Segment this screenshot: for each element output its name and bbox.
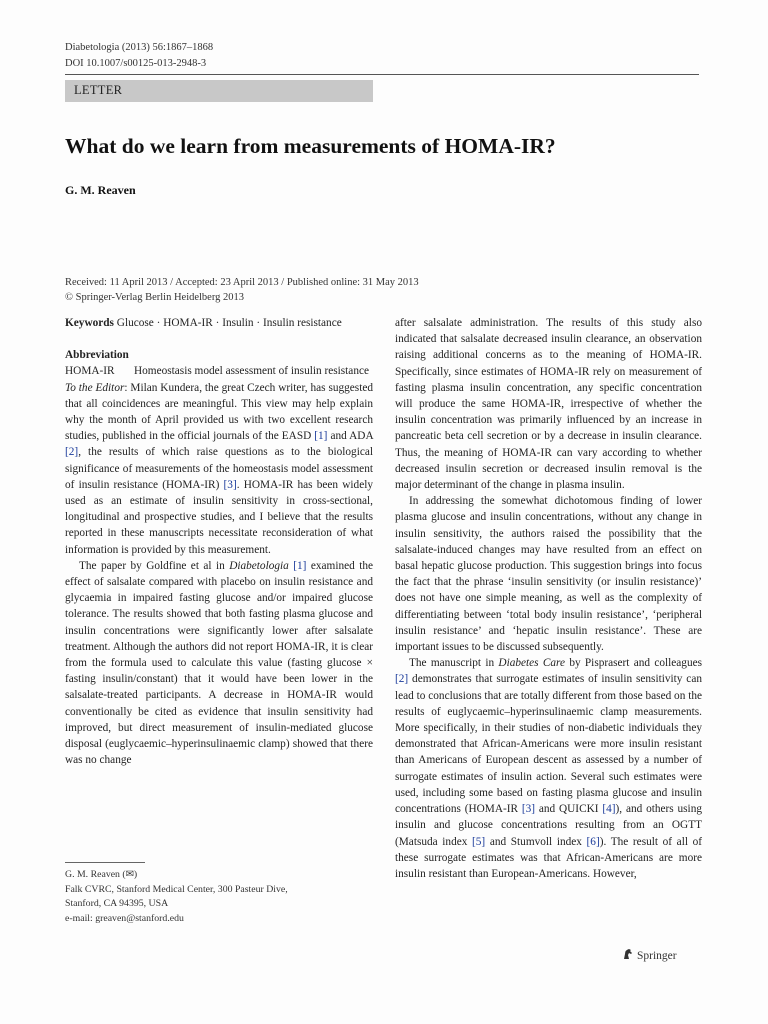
paragraph-text: , the results of which raise questions as to the biological significance of measurements of the homeostasis model assessment of insulin resistance (HOMA-IR) xyxy=(65,446,373,491)
paragraph-text: demonstrates that surrogate estimates of insulin sensitivity can lead to conclusions that are totally different from those based on the results of euglycaemic–hyperinsulinaemic clamp measurements. More specifically, in their studies of non-diabetic individuals they demonstrated that African-Americans were more insulin resistant than Americans of European descent as assessed by a number of surrogate estimates of insulin action. Several such estimates were used, including some based on fasting plasma glucose and insulin concentrations (HOMA-IR xyxy=(395,673,702,816)
footnote-divider xyxy=(65,862,145,863)
copyright-line: © Springer-Verlag Berlin Heidelberg 2013 xyxy=(65,292,245,303)
right-column xyxy=(395,315,702,882)
citation-link[interactable]: [2] xyxy=(395,673,409,686)
citation-link[interactable]: [6] xyxy=(586,835,600,848)
author-name: G. M. Reaven xyxy=(65,183,136,197)
header-divider xyxy=(65,74,699,75)
corresponding-author: G. M. Reaven (✉) xyxy=(65,869,138,880)
paragraph-2 xyxy=(65,558,373,769)
citation-link[interactable]: [3] xyxy=(521,803,536,816)
citation-link[interactable]: [1] xyxy=(293,559,307,572)
citation-link[interactable]: [5] xyxy=(472,835,486,848)
paragraph-3: after salsalate administration. The results of this study also indicated that salsalate decreased insulin clearance, an observation raising additional concerns as to the meaning of HOMA-IR. Specifically, since estimates of HOMA-IR rely on measurement of fasting plasma insulin concentration, any specific concentration will produce the same HOMA-IR, irrespective of whether the insulin concentration was primarily influenced by an increase in pancreatic beta cell secretion or by a decrease in insulin clearance. Thus, the meaning of HOMA-IR can vary according to whether decreased insulin secretion or decreased insulin removal is the major determinant of the change in plasma insulin. xyxy=(395,317,702,492)
paragraph-text: ). The result of all of these surrogate estimates was that African-Americans are more insulin resistant than European-Americans. However, xyxy=(395,835,703,880)
publication-dates xyxy=(65,275,419,305)
abbreviation-row xyxy=(65,363,373,379)
paragraph-text: : Milan Kundera, the great Czech writer, has suggested that all coincidences are meaningful. This view may help explain why the month of April provided us with two excellent research studies, published in the official journals of the EASD xyxy=(65,381,373,443)
paragraph-text: examined the effect of salsalate compared with placebo on insulin resistance and glycaemia in impaired fasting glucose and/or impaired glucose tolerance. The results showed that both fasting plasma glucose and insulin concentrations were significantly lower after salsalate treatment. Although the authors did not report HOMA-IR, it is clear from the formula used to calculate this value (fasting glucose × fasting insulin/constant) that it would have been lower in the salsalate-treated participants. A decrease in HOMA-IR would conventionally be cited as evidence that insulin sensitivity had improved, but direct measurement of insulin-mediated glucose disposal (euglycaemic–hyperinsulinaemic clamp) showed that there was no change xyxy=(65,559,374,767)
citation-link[interactable]: [3] xyxy=(223,478,237,491)
doi: DOI 10.1007/s00125-013-2948-3 xyxy=(65,58,207,69)
paragraph-text: by Pisprasert and colleagues xyxy=(565,657,703,670)
paragraph-text: and Stumvoll index xyxy=(485,835,587,848)
abbreviation-term: HOMA-IR xyxy=(65,365,115,378)
paragraph-text: and QUICKI xyxy=(535,803,603,816)
keywords-text: Glucose · HOMA-IR · Insulin · Insulin resistance xyxy=(116,317,342,329)
paragraph-4: In addressing the somewhat dichotomous finding of lower plasma glucose and insulin concentrations, without any change in insulin sensitivity, the authors raised the possibility that the salsalate-induced changes may have resulted from an effect on basal hepatic glucose production. This suggestion brings into focus the fact that the phrase ‘insulin sensitivity (or insulin resistance)’ does not have one simple meaning, as well as the complexity of differentiating between ‘total body insulin resistance’, ‘peripheral insulin resistance’ and ‘hepatic insulin resistance’. These are important issues to be discussed subsequently. xyxy=(395,495,702,654)
paragraph-text: ), and others using insulin and glucose concentrations resulting from an OGTT (Matsuda index xyxy=(395,803,702,848)
publisher-name: Springer xyxy=(637,949,677,962)
paragraph-text: . HOMA-IR has been widely used as an estimate of insulin sensitivity in cross-sectional, longitudinal and prospective studies, and I believe that the results reported in these manuscripts necessitate reconsideration of what information is provided by this measurement. xyxy=(65,478,373,556)
correspondence-footnote xyxy=(65,868,288,926)
abbreviation-heading: Abbreviation xyxy=(65,349,129,362)
springer-horse-icon xyxy=(622,948,637,963)
journal-name: Diabetes Care xyxy=(498,657,566,670)
citation-link[interactable]: [2] xyxy=(65,446,79,459)
publisher-logo xyxy=(622,948,677,963)
salutation: To the Editor xyxy=(65,381,125,394)
keywords-label: Keywords xyxy=(65,317,114,329)
journal-reference xyxy=(65,40,213,72)
paragraph-text: The manuscript in xyxy=(409,657,499,670)
paragraph-text: The paper by Goldfine et al in xyxy=(79,559,230,572)
article-title: What do we learn from measurements of HOMA-IR? xyxy=(65,134,556,158)
article-type-label: LETTER xyxy=(74,83,123,97)
paragraph-1 xyxy=(65,380,373,558)
email-link[interactable]: e-mail: greaven@stanford.edu xyxy=(65,912,184,924)
journal-name: Diabetologia xyxy=(229,559,289,572)
keywords xyxy=(65,315,373,331)
address-line-2: Stanford, CA 94395, USA xyxy=(65,898,169,909)
citation-link[interactable]: [1] xyxy=(314,430,328,443)
received-accepted-dates: Received: 11 April 2013 / Accepted: 23 April 2013 / Published online: 31 May 2013 xyxy=(65,277,419,288)
left-column xyxy=(65,315,373,768)
address-line-1: Falk CVRC, Stanford Medical Center, 300 Pasteur Dive, xyxy=(65,883,288,895)
citation-link[interactable]: [4] xyxy=(602,803,616,816)
paragraph-5 xyxy=(395,655,702,882)
abbreviation-definition: Homeostasis model assessment of insulin resistance xyxy=(134,365,370,378)
paragraph-text: and ADA xyxy=(327,430,373,443)
journal-citation: Diabetologia (2013) 56:1867–1868 xyxy=(65,42,214,53)
article-type-band xyxy=(65,80,373,102)
